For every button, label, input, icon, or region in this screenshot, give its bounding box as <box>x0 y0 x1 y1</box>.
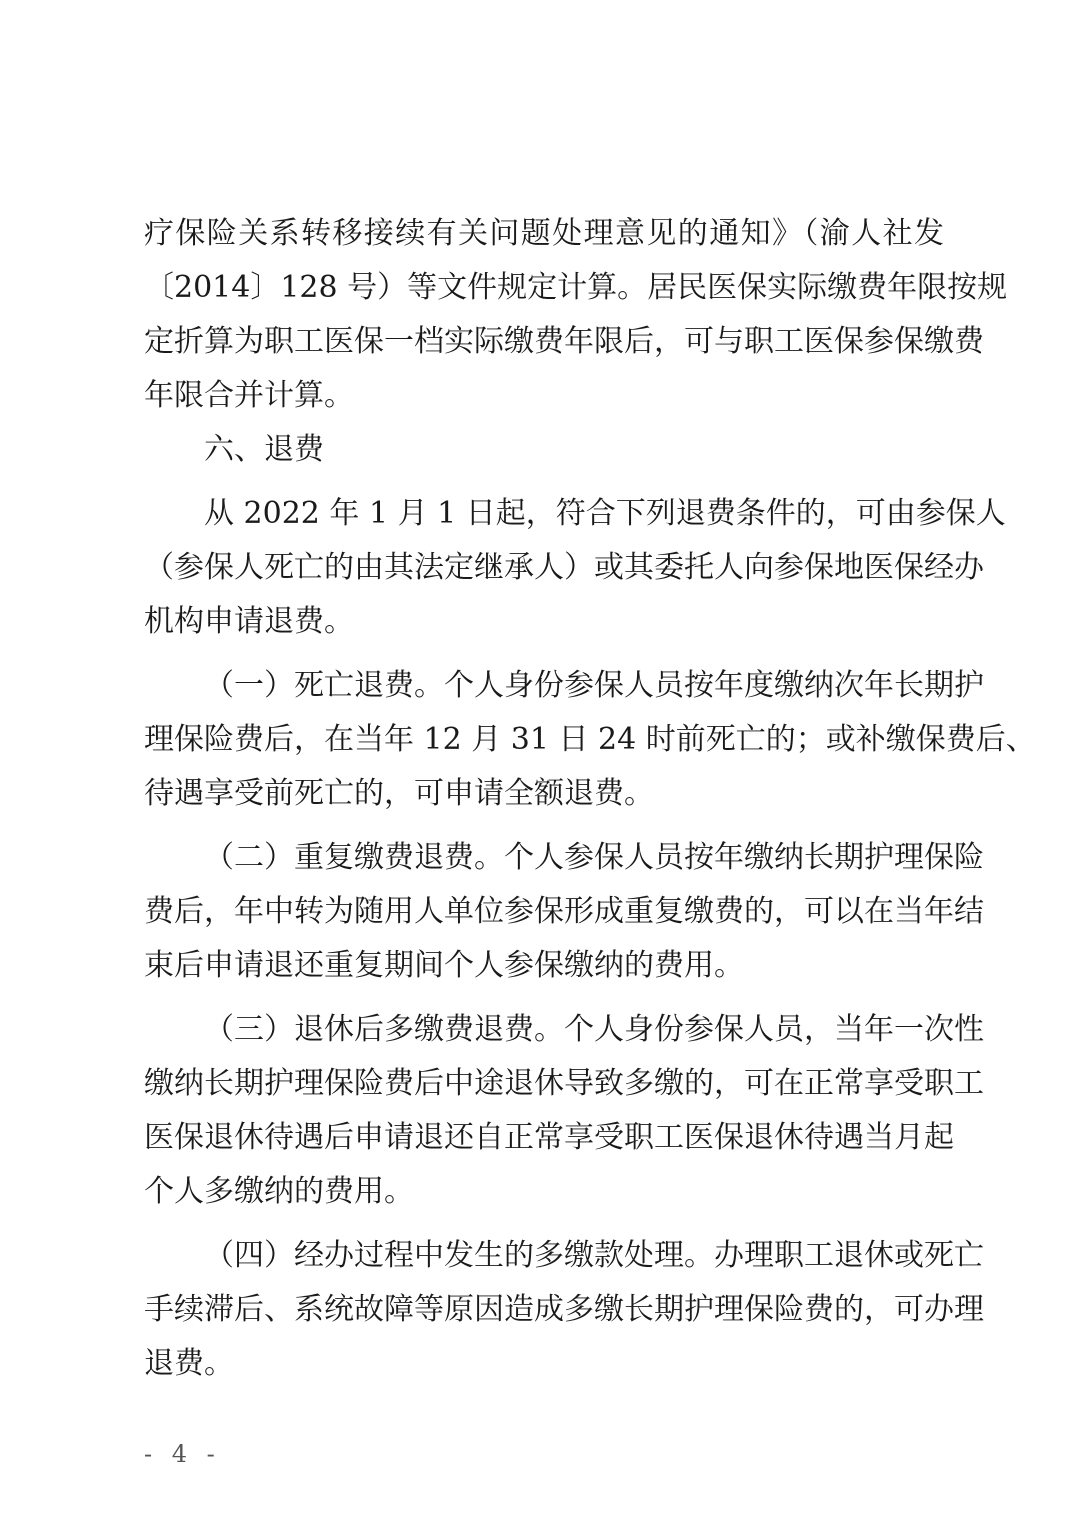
paragraph-item-4 <box>144 1229 984 1391</box>
text-line: （一）死亡退费。个人身份参保人员按年度缴纳次年长期护 <box>204 668 984 703</box>
paragraph-intro <box>144 487 1006 649</box>
text-line: （四）经办过程中发生的多缴款处理。办理职工退休或死亡 <box>204 1238 984 1273</box>
text-line: 缴纳长期护理保险费后中途退休导致多缴的，可在正常享受职工 <box>144 1066 984 1101</box>
section-heading-text: 六、退费 <box>204 432 324 467</box>
document-body <box>144 207 1036 1391</box>
text-line: 束后申请退还重复期间个人参保缴纳的费用。 <box>144 948 744 983</box>
text-line: 从 2022 年 1 月 1 日起，符合下列退费条件的，可由参保人 <box>204 496 1006 531</box>
text-line: 理保险费后，在当年 12 月 31 日 24 时前死亡的；或补缴保费后、 <box>144 722 1036 757</box>
text-line: 医保退休待遇后申请退还自正常享受职工医保退休待遇当月起 <box>144 1120 954 1155</box>
text-line: 退费。 <box>144 1346 234 1381</box>
paragraph-item-2 <box>144 831 984 993</box>
paragraph-item-3 <box>144 1003 984 1219</box>
paragraph-item-1 <box>144 659 1036 821</box>
text-line: 手续滞后、系统故障等原因造成多缴长期护理保险费的，可办理 <box>144 1292 984 1327</box>
section-heading-refund <box>144 423 944 477</box>
paragraph-continuation <box>144 207 1008 423</box>
text-line: 机构申请退费。 <box>144 604 354 639</box>
text-line: 年限合并计算。 <box>144 378 354 413</box>
text-line: 个人多缴纳的费用。 <box>144 1174 414 1209</box>
text-line: 〔2014〕128 号）等文件规定计算。居民医保实际缴费年限按规 <box>144 270 1008 305</box>
text-line: （参保人死亡的由其法定继承人）或其委托人向参保地医保经办 <box>144 550 984 585</box>
page-number: - 4 - <box>144 1440 221 1468</box>
text-line: 待遇享受前死亡的，可申请全额退费。 <box>144 776 654 811</box>
text-line: 定折算为职工医保一档实际缴费年限后，可与职工医保参保缴费 <box>144 324 984 359</box>
text-line: 疗保险关系转移接续有关问题处理意见的通知》（渝人社发 <box>144 216 944 251</box>
text-line: 费后，年中转为随用人单位参保形成重复缴费的，可以在当年结 <box>144 894 984 929</box>
text-line: （二）重复缴费退费。个人参保人员按年缴纳长期护理保险 <box>204 840 984 875</box>
text-line: （三）退休后多缴费退费。个人身份参保人员，当年一次性 <box>204 1012 984 1047</box>
